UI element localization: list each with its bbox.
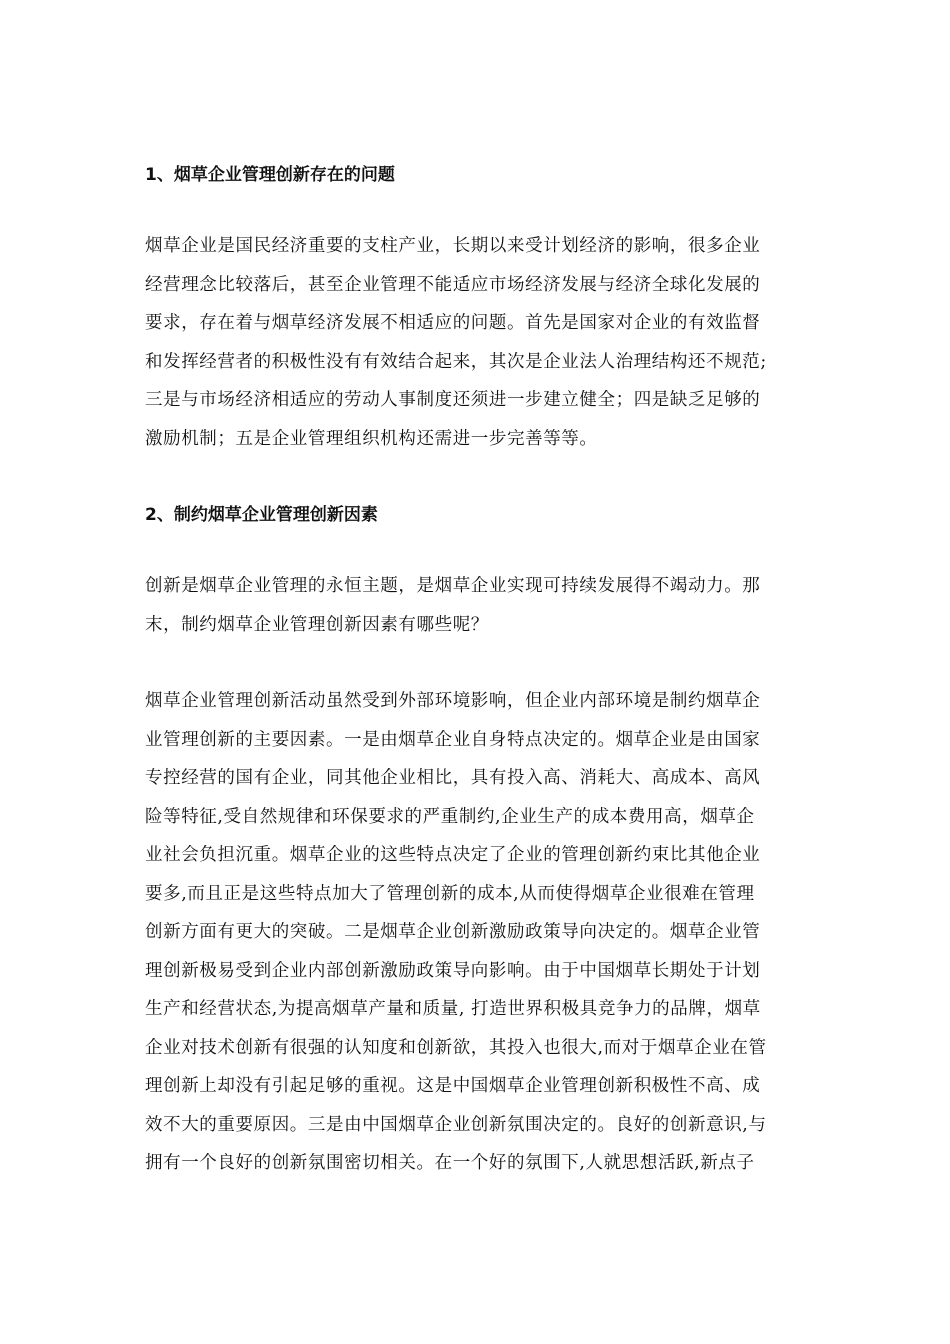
text-line: 末，制约烟草企业管理创新因素有哪些呢？ (145, 614, 489, 635)
text-line: 业管理创新的主要因素。一是由烟草企业自身特点决定的。烟草企业是由国家 (145, 729, 761, 750)
text-line: 专控经营的国有企业，同其他企业相比，具有投入高、消耗大、高成本、高风 (145, 768, 761, 788)
paragraph-intro (145, 567, 805, 644)
text-line: 经营理念比较落后，甚至企业管理不能适应市场经济发展与经济全球化发展的 (145, 274, 761, 295)
paragraph-factors (145, 682, 805, 1183)
text-line: 要求，存在着与烟草经济发展不相适应的问题。首先是国家对企业的有效监督 (145, 313, 761, 333)
text-line: 创新方面有更大的突破。二是烟草企业创新激励政策导向决定的。烟草企业管 (145, 922, 761, 942)
text-line: 效不大的重要原因。三是由中国烟草企业创新氛围决定的。良好的创新意识,与 (145, 1114, 767, 1135)
text-line: 生产和经营状态,为提高烟草产量和质量, 打造世界积极具竞争力的品牌，烟草 (145, 999, 761, 1019)
text-line: 要多,而且正是这些特点加大了管理创新的成本,从而使得烟草企业很难在管理 (145, 883, 755, 904)
text-line: 烟草企业管理创新活动虽然受到外部环境影响，但企业内部环境是制约烟草企 (145, 691, 761, 711)
text-line: 业社会负担沉重。烟草企业的这些特点决定了企业的管理创新约束比其他企业 (145, 845, 761, 865)
text-line: 拥有一个良好的创新氛围密切相关。在一个好的氛围下,人就思想活跃,新点子 (145, 1153, 755, 1173)
paragraph-problems (145, 227, 805, 458)
document-body (145, 160, 805, 1183)
text-line: 和发挥经营者的积极性没有有效结合起来，其次是企业法人治理结构还不规范; (145, 351, 767, 372)
text-line: 创新是烟草企业管理的永恒主题，是烟草企业实现可持续发展得不竭动力。那 (145, 576, 761, 596)
text-line: 企业对技术创新有很强的认知度和创新欲，其投入也很大,而对于烟草企业在管 (145, 1037, 767, 1058)
text-line: 理创新极易受到企业内部创新激励政策导向影响。由于中国烟草长期处于计划 (145, 960, 761, 981)
section-heading-2: 2、制约烟草企业管理创新因素 (145, 505, 378, 525)
text-line: 三是与市场经济相适应的劳动人事制度还须进一步建立健全；四是缺乏足够的 (145, 390, 761, 410)
text-line: 理创新上却没有引起足够的重视。这是中国烟草企业管理创新积极性不高、成 (145, 1076, 761, 1096)
text-line: 险等特征,受自然规律和环保要求的严重制约,企业生产的成本费用高，烟草企 (145, 806, 755, 827)
text-line: 激励机制；五是企业管理组织机构还需进一步完善等等。 (145, 428, 598, 449)
section-heading-1: 1、烟草企业管理创新存在的问题 (145, 165, 395, 185)
text-line: 烟草企业是国民经济重要的支柱产业，长期以来受计划经济的影响，很多企业 (145, 236, 761, 256)
